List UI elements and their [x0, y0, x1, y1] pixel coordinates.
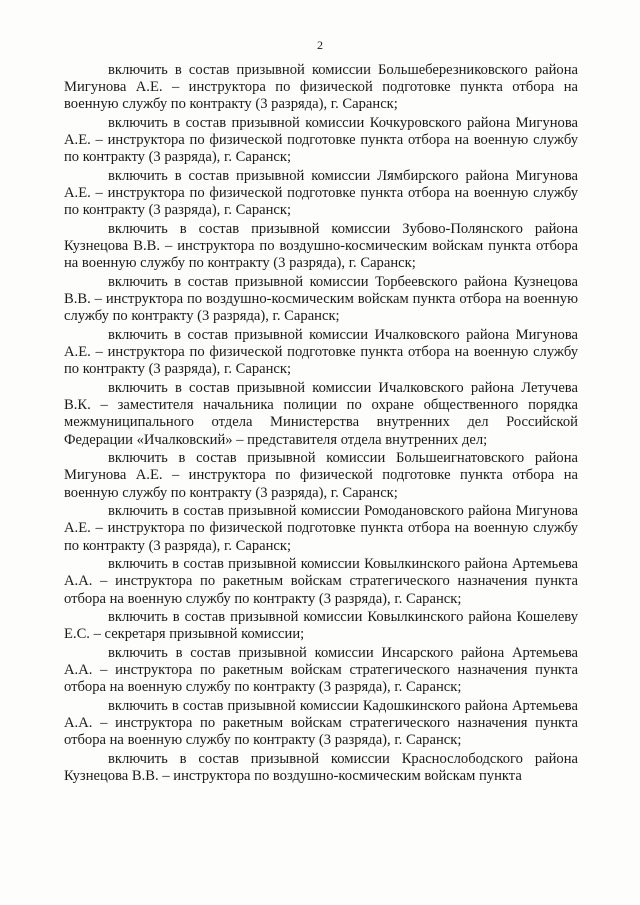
- paragraph: включить в состав призывной комиссии Ромодановского района Мигунова А.Е. – инструктора по физической подготовке пункта отбора на военную службу по контракту (3 разряда), г. Саранск;: [64, 503, 578, 554]
- paragraph: включить в состав призывной комиссии Ичалковского района Летучева В.К. – заместителя начальника полиции по охране общественного порядка межмуниципального отдела Министерства внутренних дел Российской Федерации «Ичалковский» – представителя отдела внутренних дел;: [64, 380, 578, 448]
- paragraph: включить в состав призывной комиссии Ковылкинского района Артемьева А.А. – инструктора по ракетным войскам стратегического назначения пункта отбора на военную службу по контракту (3 разряда), г. Саранск;: [64, 556, 578, 607]
- paragraph: включить в состав призывной комиссии Лямбирского района Мигунова А.Е. – инструктора по физической подготовке пункта отбора на военную службу по контракту (3 разряда), г. Саранск;: [64, 168, 578, 219]
- paragraph: включить в состав призывной комиссии Инсарского района Артемьева А.А. – инструктора по ракетным войскам стратегического назначения пункта отбора на военную службу по контракту (3 разряда), г. Саранск;: [64, 645, 578, 696]
- document-body: [64, 62, 578, 787]
- paragraph: включить в состав призывной комиссии Кадошкинского района Артемьева А.А. – инструктора по ракетным войскам стратегического назначения пункта отбора на военную службу по контракту (3 разряда), г. Саранск;: [64, 698, 578, 749]
- paragraph: включить в состав призывной комиссии Кочкуровского района Мигунова А.Е. – инструктора по физической подготовке пункта отбора на военную службу по контракту (3 разряда), г. Саранск;: [64, 115, 578, 166]
- paragraph: включить в состав призывной комиссии Краснослободского района Кузнецова В.В. – инструктора по воздушно-космическим войскам пункта: [64, 751, 578, 785]
- page-number: 2: [317, 38, 323, 52]
- paragraph: включить в состав призывной комиссии Ичалковского района Мигунова А.Е. – инструктора по физической подготовке пункта отбора на военную службу по контракту (3 разряда), г. Саранск;: [64, 327, 578, 378]
- paragraph: включить в состав призывной комиссии Зубово-Полянского района Кузнецова В.В. – инструктора по воздушно-космическим войскам пункта отбора на военную службу по контракту (3 разряда), г. Саранск;: [64, 221, 578, 272]
- paragraph: включить в состав призывной комиссии Торбеевского района Кузнецова В.В. – инструктора по воздушно-космическим войскам пункта отбора на военную службу по контракту (3 разряда), г. Саранск;: [64, 274, 578, 325]
- paragraph: включить в состав призывной комиссии Большеигнатовского района Мигунова А.Е. – инструктора по физической подготовке пункта отбора на военную службу по контракту (3 разряда), г. Саранск;: [64, 450, 578, 501]
- paragraph: включить в состав призывной комиссии Ковылкинского района Кошелеву Е.С. – секретаря призывной комиссии;: [64, 609, 578, 643]
- paragraph: включить в состав призывной комиссии Большеберезниковского района Мигунова А.Е. – инструктора по физической подготовке пункта отбора на военную службу по контракту (3 разряда), г. Саранск;: [64, 62, 578, 113]
